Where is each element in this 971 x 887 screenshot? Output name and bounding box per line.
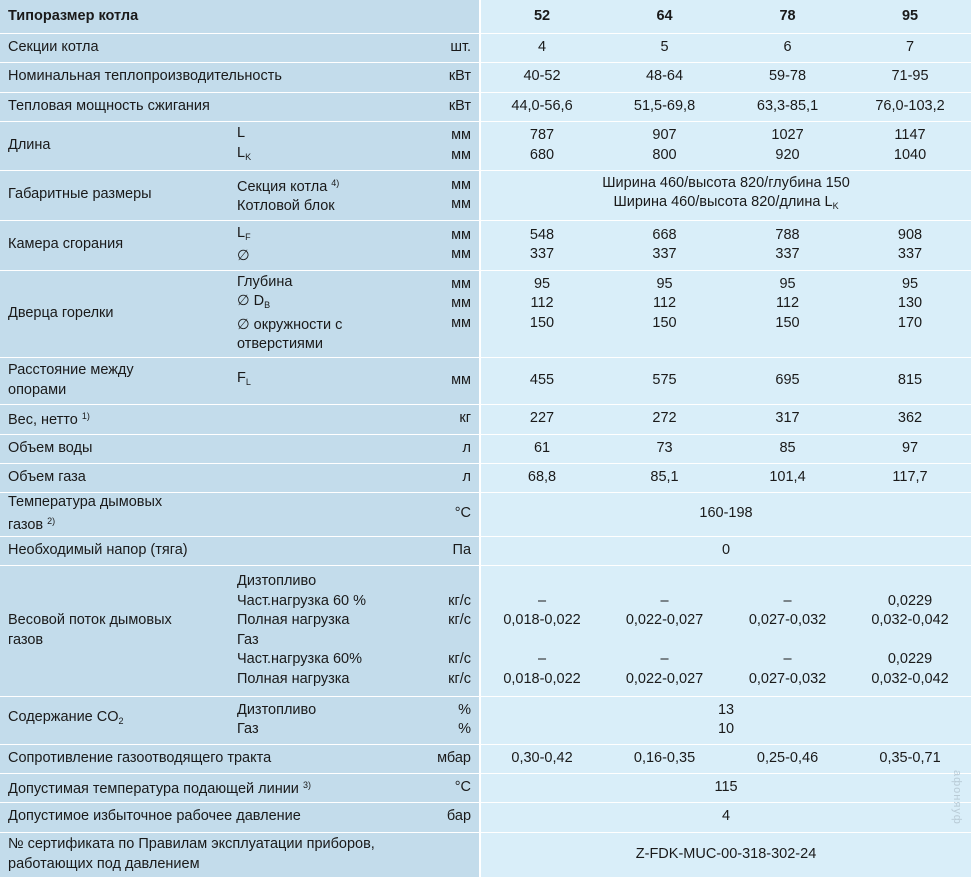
table-row: Вес, нетто $^{1)}$ кг 227 272 317 362 — [0, 404, 971, 434]
table-row: Допустимая температура подающей линии $^{3)}$ °C 115 — [0, 773, 971, 802]
table-row: Объем газа л 68,8 85,1 101,4 117,7 — [0, 463, 971, 492]
row-label: № сертификата по Правилам эксплуатации приборов, работающих под давлением — [0, 832, 480, 877]
row-label: Температура дымовых газов $^{2)}$ — [0, 492, 400, 536]
row-unit: шт. — [400, 33, 480, 62]
row-label: Сопротивление газоотводящего тракта — [0, 744, 400, 773]
header-row — [0, 0, 971, 33]
table-row: Тепловая мощность сжигания кВт 44,0-56,6 51,5-69,8 63,3-85,1 76,0-103,2 — [0, 92, 971, 121]
row-label: Объем воды — [0, 434, 400, 463]
table-row: Секции котла шт. 4 5 6 7 — [0, 33, 971, 62]
row-label: Расстояние между опорами — [0, 357, 235, 404]
table-row: Габаритные размеры Секция котла $^{4)}$ Котловой блок мм мм Ширина 460/высота 820/глубина 150 Ширина 460/высота 820/длина $L_K$ — [0, 170, 971, 220]
table-row: Камера сгорания $L_F$ ∅ мм мм 548 337 668 337 788 337 908 337 — [0, 220, 971, 270]
row-label: Допустимая температура подающей линии $^{3)}$ — [0, 773, 400, 802]
size-header: 52 — [480, 0, 603, 33]
row-unit: кВт — [400, 62, 480, 92]
table-row: Содержание $CO_2$ Дизтопливо Газ % % 13 10 — [0, 696, 971, 744]
row-label: Тепловая мощность сжигания — [0, 92, 400, 121]
table-row: Температура дымовых газов $^{2)}$ °C 160-198 — [0, 492, 971, 536]
row-label: Длина — [0, 121, 235, 170]
row-label: Содержание $CO_2$ — [0, 696, 235, 744]
row-label: Необходимый напор (тяга) — [0, 536, 400, 565]
row-label: Объем газа — [0, 463, 400, 492]
row-label: Дверца горелки — [0, 270, 235, 357]
table-row: Допустимое избыточное рабочее давление бар 4 — [0, 802, 971, 832]
table-row: Номинальная теплопроизводительность кВт 40-52 48-64 59-78 71-95 — [0, 62, 971, 92]
table-row: Дверца горелки Глубина ∅ $D_B$ ∅ окружности с отверстиями мм мм мм 95 112 150 95 112 150 95 112 150 95 130 170 — [0, 270, 971, 357]
table-row: Длина L $L_K$ мм мм 787 680 907 800 1027 920 1147 1040 — [0, 121, 971, 170]
row-label: Весовой поток дымовых газов — [0, 565, 235, 696]
size-header: 78 — [726, 0, 849, 33]
row-label: Габаритные размеры — [0, 170, 235, 220]
row-label: Секции котла — [0, 33, 400, 62]
size-header: 64 — [603, 0, 726, 33]
table-row: Объем воды л 61 73 85 97 — [0, 434, 971, 463]
row-label: Номинальная теплопроизводительность — [0, 62, 400, 92]
row-label: Камера сгорания — [0, 220, 235, 270]
row-unit: кВт — [400, 92, 480, 121]
row-label: Допустимое избыточное рабочее давление — [0, 802, 400, 832]
header-label: Типоразмер котла — [0, 0, 400, 33]
table-row: Сопротивление газоотводящего тракта мбар 0,30-0,42 0,16-0,35 0,25-0,46 0,35-0,71 — [0, 744, 971, 773]
table-row: Весовой поток дымовых газов Дизтопливо Част.нагрузка 60 % Полная нагрузка Газ Част.нагрузка 60% Полная нагрузка кг/с кг/с кг/с кг/с – 0,018-0,022 – 0,018-0,022 – 0,022-0,027 – 0,022-0,027 – 0,027-0,032 – 0,027-0,032 0,0229 0,032-0,042 0,0229 0,032-0,042 — [0, 565, 971, 696]
watermark: афоняуф — [951, 770, 963, 825]
table-row: № сертификата по Правилам эксплуатации приборов, работающих под давлением Z-FDK-MUC-00-318-302-24 — [0, 832, 971, 877]
table-row: Расстояние между опорами $F_L$ мм 455 575 695 815 — [0, 357, 971, 404]
size-header: 95 — [849, 0, 971, 33]
table-row: Необходимый напор (тяга) Па 0 — [0, 536, 971, 565]
row-label: Вес, нетто $^{1)}$ — [0, 404, 400, 434]
